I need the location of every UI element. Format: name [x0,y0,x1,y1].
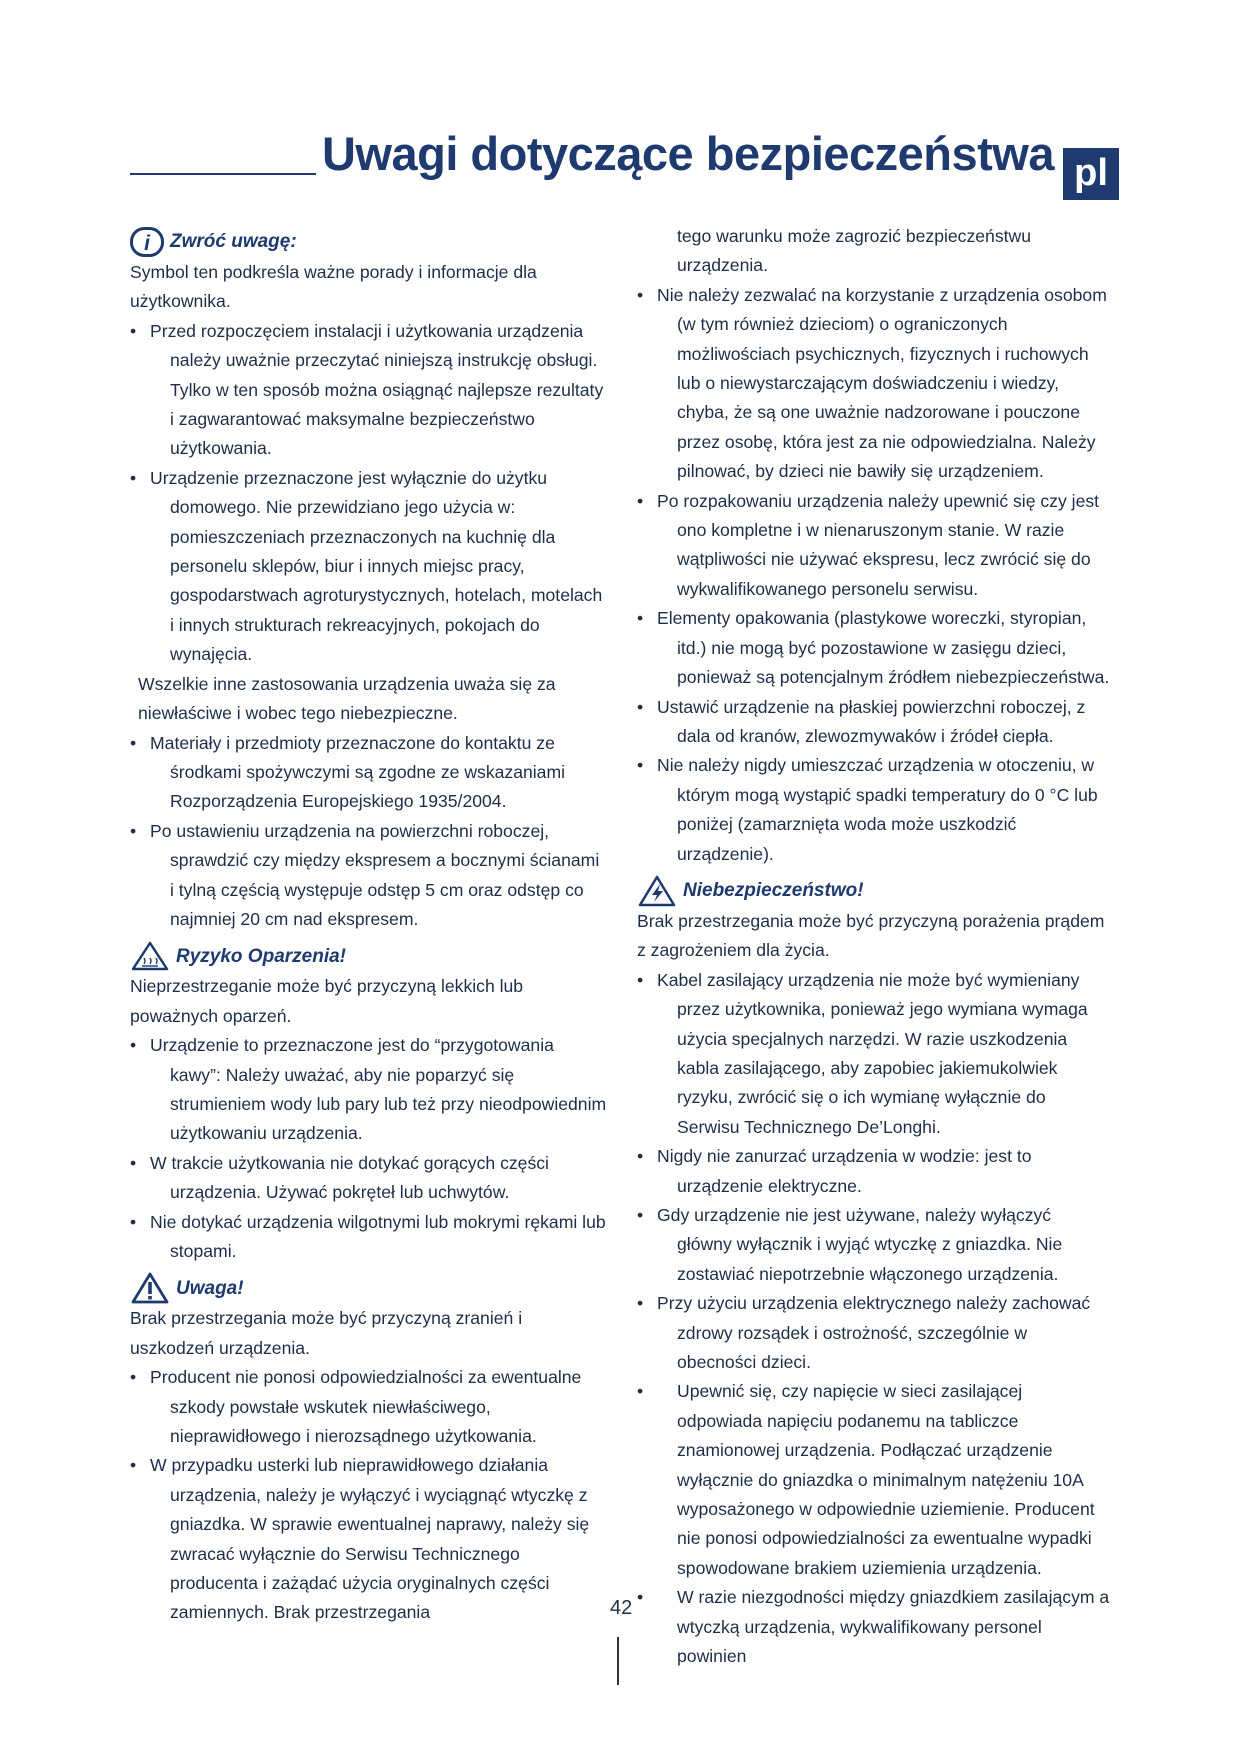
burn-heading [130,940,608,972]
note-list-2 [130,729,608,935]
continuation-text: tego warunku może zagrozić bezpieczeństwu urządzenia. [677,226,1032,276]
list-item: • Przed rozpoczęciem instalacji i użytkowania urządzenia należy uważnie przeczytać niniejszą instrukcję obsługi. Tylko w ten sposób można osiągnąć najlepsze rezultaty i zagwarantować maksymalne bezpieczeństwo użytkowania. [130,317,608,464]
page-number: 42 [610,1597,633,1619]
list-item: • Ustawić urządzenie na płaskiej powierzchni roboczej, z dala od kranów, zlewozmywaków i źródeł ciepła. [637,693,1110,752]
warning-list [130,1363,608,1628]
danger-list-2 [637,1377,1110,1671]
warning-title: Uwaga! [176,1277,244,1299]
note-heading [130,226,608,258]
list-item: • Urządzenie przeznaczone jest wyłącznie do użytku domowego. Nie przewidziano jego użycia w: pomieszczeniach przeznaczonych na kuchnię dla personelu sklepów, biur i innych miejsc pracy, gospodarstwach agroturystycznych, hotelach, motelach i innych strukturach rekreacyjnych, pokojach do wynajęcia. [130,464,608,670]
burn-text: Nieprzestrzeganie może być przyczyną lekkich lub poważnych oparzeń. [130,976,524,1026]
note-text: Symbol ten podkreśla ważne porady i informacje dla użytkownika. [130,262,537,312]
electric-shock-warning-icon [637,874,677,908]
danger-list [637,966,1110,1378]
burn-list [130,1031,608,1266]
hot-surface-warning-icon [130,940,170,972]
burn-title: Ryzyko Oparzenia! [176,945,346,967]
svg-text:i: i [144,232,150,255]
exclamation-warning-icon [130,1271,170,1305]
list-item: • Elementy opakowania (plastykowe woreczki, styropian, itd.) nie mogą być pozostawione w zasięgu dzieci, ponieważ są potencjalnym źródłem niebezpieczeństwa. [637,604,1110,692]
left-column [130,220,608,1628]
list-item: • Materiały i przedmioty przeznaczone do kontaktu ze środkami spożywczymi są zgodne ze wskazaniami Rozporządzenia Europejskiego 1935/2004. [130,729,608,817]
danger-heading [637,875,1110,907]
list-item: • Nie należy zezwalać na korzystanie z urządzenia osobom (w tym również dzieciom) o ograniczonych możliwościach psychicznych, fizycznych i ruchowych lub o niewystarczającym doświadczeniu i wiedzy, chyba, że są one uważnie nadzorowane i pouczone przez osobę, która jest za nie odpowiedzialna. Należy pilnować, by dzieci nie bawiły się urządzeniem. [637,281,1110,487]
danger-text: Brak przestrzegania może być przyczyną porażenia prądem z zagrożeniem dla życia. [637,910,1105,961]
list-item: • W razie niezgodności między gniazdkiem zasilającym a wtyczką urządzenia, wykwalifikowany personel powinien [637,1583,1110,1671]
info-icon [130,227,164,257]
note-title: Zwróć uwagę: [170,231,297,253]
list-item: • W trakcie użytkowania nie dotykać gorących części urządzenia. Używać pokręteł lub uchwytów. [130,1149,608,1208]
right-column [637,222,1110,1672]
general-list [637,281,1110,869]
page-title: Uwagi dotyczące bezpieczeństwa [316,130,1054,177]
list-item: • Przy użyciu urządzenia elektrycznego należy zachować zdrowy rozsądek i ostrożność, szczególnie w obecności dzieci. [637,1289,1110,1377]
note-list [130,317,608,670]
list-item: • Kabel zasilający urządzenia nie może być wymieniany przez użytkownika, ponieważ jego wymiana wymaga użycia specjalnych narzędzi. W razie uszkodzenia kabla zasilającego, aby zapobiec jakiemukolwiek ryzyku, zwrócić się o ich wymianę wyłącznie do Serwisu Technicznego De’Longhi. [637,966,1110,1142]
footer-rule [617,1637,619,1685]
list-item: • Gdy urządzenie nie jest używane, należy wyłączyć główny wyłącznik i wyjąć wtyczkę z gniazdka. Nie zostawiać niepotrzebnie włączonego urządzenia. [637,1201,1110,1289]
note-extra: Wszelkie inne zastosowania urządzenia uważa się za niewłaściwe i wobec tego niebezpieczne. [138,673,556,724]
language-badge: pl [1063,148,1119,200]
list-item: • Urządzenie to przeznaczone jest do “przygotowania kawy”: Należy uważać, aby nie poparzyć się strumieniem wody lub pary lub też przy nieodpowiednim użytkowaniu urządzenia. [130,1031,608,1149]
warning-heading [130,1272,608,1304]
list-item: • Producent nie ponosi odpowiedzialności za ewentualne szkody powstałe wskutek niewłaściwego, nieprawidłowego i nierozsądnego użytkowania. [130,1363,608,1451]
danger-title: Niebezpieczeństwo! [683,880,864,902]
list-item: • Po ustawieniu urządzenia na powierzchni roboczej, sprawdzić czy między ekspresem a bocznymi ścianami i tylną częścią występuje odstęp 5 cm oraz odstęp co najmniej 20 cm nad ekspresem. [130,817,608,935]
warning-text: Brak przestrzegania może być przyczyną zranień i uszkodzeń urządzenia. [130,1308,523,1358]
list-item: • Upewnić się, czy napięcie w sieci zasilającej odpowiada napięciu podanemu na tabliczce znamionowej urządzenia. Podłączać urządzenie wyłącznie do gniazdka o minimalnym natężeniu 10A wyposażonego w odpowiednie uziemienie. Producent nie ponosi odpowiedzialności za ewentualne wypadki spowodowane brakiem uziemienia urządzenia. [637,1377,1110,1583]
list-item: • Nie dotykać urządzenia wilgotnymi lub mokrymi rękami lub stopami. [130,1208,608,1267]
list-item: • Nie należy nigdy umieszczać urządzenia w otoczeniu, w którym mogą wystąpić spadki temperatury do 0 °C lub poniżej (zamarznięta woda może uszkodzić urządzenie). [637,751,1110,869]
list-item: • Nigdy nie zanurzać urządzenia w wodzie: jest to urządzenie elektryczne. [637,1142,1110,1201]
list-item: • W przypadku usterki lub nieprawidłowego działania urządzenia, należy je wyłączyć i wyciągnąć wtyczkę z gniazdka. W sprawie ewentualnej naprawy, należy się zwracać wyłącznie do Serwisu Technicznego producenta i zażądać użycia oryginalnych części zamiennych. Brak przestrzegania [130,1451,608,1627]
list-item: • Po rozpakowaniu urządzenia należy upewnić się czy jest ono kompletne i w nienaruszonym stanie. W razie wątpliwości nie używać ekspresu, lecz zwrócić się do wykwalifikowanego personelu serwisu. [637,487,1110,605]
